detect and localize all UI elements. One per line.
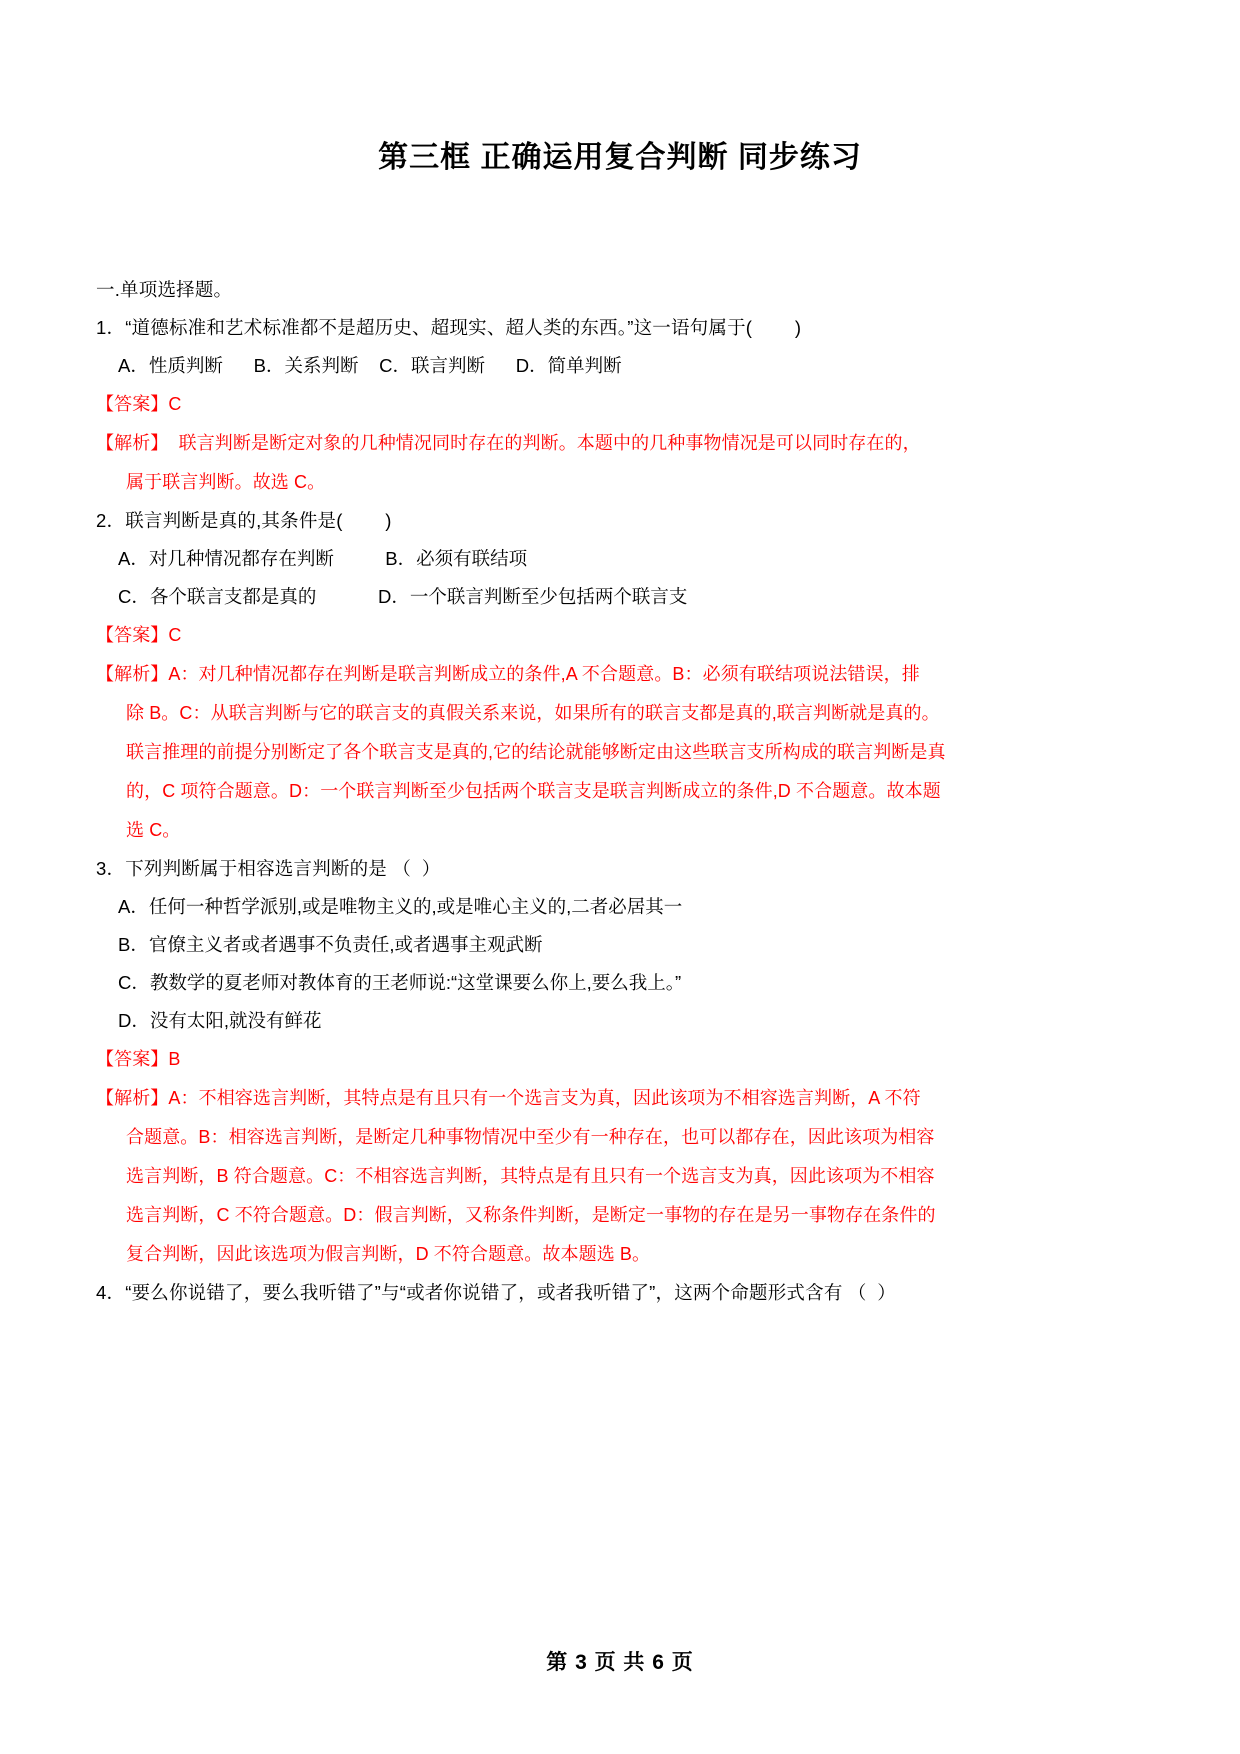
question-option: C．各个联言支都是真的 D．一个联言判断至少包括两个联言支 (118, 585, 688, 607)
question-option: A．对几种情况都存在判断 B．必须有联结项 (118, 547, 528, 569)
analysis-line: 复合判断，因此该选项为假言判断，D 不符合题意。故本题选 B。 (126, 1243, 651, 1264)
question-option: B．官僚主义者或者遇事不负责任,或者遇事主观武断 (118, 933, 543, 955)
question-stem: 4．“要么你说错了，要么我听错了”与“或者你说错了，或者我听错了”，这两个命题形式含有 （ ） (96, 1281, 896, 1303)
question-option: C．教数学的夏老师对教体育的王老师说:“这堂课要么你上,要么我上。” (118, 971, 682, 993)
analysis-line: 选言判断，B 符合题意。C：不相容选言判断，其特点是有且只有一个选言支为真，因此该项为不相容 (126, 1165, 935, 1186)
section-heading: 一.单项选择题。 (96, 278, 233, 300)
question-option: A．性质判断 B．关系判断 C．联言判断 D．简单判断 (118, 354, 622, 376)
analysis-line: 【解析】A：对几种情况都存在判断是联言判断成立的条件,A 不合题意。B：必须有联结项说法错误，排 (96, 663, 920, 684)
question-option: D．没有太阳,就没有鲜花 (118, 1009, 322, 1031)
analysis-line: 合题意。B：相容选言判断，是断定几种事物情况中至少有一种存在，也可以都存在，因此该项为相容 (126, 1126, 935, 1147)
answer-label: 【答案】B (96, 1048, 181, 1069)
page-footer: 第 3 页 共 6 页 (546, 1651, 694, 1674)
analysis-line: 【解析】A：不相容选言判断，其特点是有且只有一个选言支为真，因此该项为不相容选言判断，A 不符 (96, 1087, 921, 1108)
analysis-line: 选 C。 (126, 819, 181, 840)
document-body (96, 271, 1144, 1312)
answer-label: 【答案】C (96, 624, 182, 645)
page-title: 第三框 正确运用复合判断 同步练习 (378, 141, 862, 174)
question-option: A．任何一种哲学派别,或是唯物主义的,或是唯心主义的,二者必居其一 (118, 895, 683, 917)
question-stem: 2．联言判断是真的,其条件是( ) (96, 509, 392, 531)
analysis-line: 属于联言判断。故选 C。 (126, 471, 326, 492)
analysis-line: 【解析】 联言判断是断定对象的几种情况同时存在的判断。本题中的几种事物情况是可以同时存在的， (96, 432, 921, 453)
question-stem: 3．下列判断属于相容选言判断的是 （ ） (96, 857, 441, 879)
analysis-line: 选言判断，C 不符合题意。D：假言判断，又称条件判断，是断定一事物的存在是另一事物存在条件的 (126, 1204, 936, 1225)
analysis-line: 除 B。C：从联言判断与它的联言支的真假关系来说，如果所有的联言支都是真的,联言判断就是真的。 (126, 702, 940, 723)
answer-label: 【答案】C (96, 393, 182, 414)
analysis-line: 联言推理的前提分别断定了各个联言支是真的,它的结论就能够断定由这些联言支所构成的联言判断是真 (126, 741, 946, 762)
question-stem: 1．“道德标准和艺术标准都不是超历史、超现实、超人类的东西。”这一语句属于( ) (96, 316, 802, 338)
analysis-line: 的，C 项符合题意。D：一个联言判断至少包括两个联言支是联言判断成立的条件,D 不合题意。故本题 (126, 780, 941, 801)
